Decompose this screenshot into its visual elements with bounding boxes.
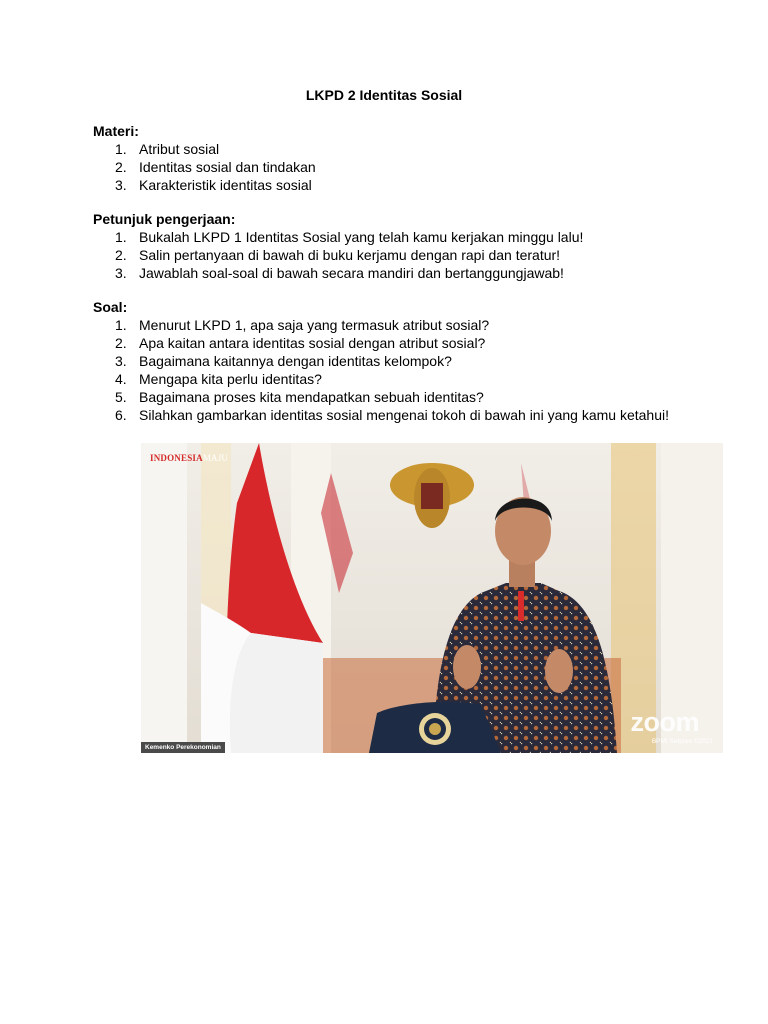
list-item [93,370,693,388]
brand-part2: MAJU [202,453,229,463]
list-number: 1. [115,141,127,157]
zoom-logo: zoom [630,707,699,737]
list-number: 3. [115,353,127,369]
soal-heading: Soal: [93,299,128,315]
list-text: Karakteristik identitas sosial [139,177,312,193]
list-number: 1. [115,229,127,245]
list-text: Salin pertanyaan di bawah di buku kerjamu dengan rapi dan teratur! [139,247,561,263]
list-item [93,388,693,406]
page-title: LKPD 2 Identitas Sosial [305,87,463,103]
list-number: 5. [115,389,127,405]
list-item [93,176,693,194]
list-number: 6. [115,407,127,423]
list-number: 1. [115,317,127,333]
list-item [93,334,693,352]
list-item [93,316,693,334]
source-tag: Kemenko Perekonomian [141,742,225,753]
petunjuk-heading: Petunjuk pengerjaan: [93,211,236,227]
section-petunjuk [93,210,693,282]
list-text: Menurut LKPD 1, apa saja yang termasuk atribut sosial? [139,317,490,333]
list-number: 2. [115,247,127,263]
list-text: Atribut sosial [139,141,220,157]
section-soal [93,298,693,424]
list-item [93,406,693,424]
list-text: Bagaimana proses kita mendapatkan sebuah identitas? [139,389,484,405]
list-text: Bagaimana kaitannya dengan identitas kelompok? [139,353,452,369]
list-text: Apa kaitan antara identitas sosial dengan atribut sosial? [139,335,486,351]
list-item [93,228,693,246]
podium [369,702,501,753]
list-text: Identitas sosial dan tindakan [139,159,316,175]
photo-credit: BPMI Setpres ©2021 [651,738,713,745]
section-materi [93,122,693,194]
list-item [93,246,693,264]
materi-heading: Materi: [93,123,139,139]
list-number: 4. [115,371,127,387]
materi-list [93,140,693,194]
list-number: 3. [115,265,127,281]
list-number: 3. [115,177,127,193]
brand-part1: INDONESIA [150,453,203,463]
speech-photo [141,443,723,753]
petunjuk-list [93,228,693,282]
list-text: Jawablah soal-soal di bawah secara mandiri dan bertanggungjawab! [139,265,564,281]
list-item [93,264,693,282]
list-item [93,158,693,176]
list-item [93,140,693,158]
list-text: Bukalah LKPD 1 Identitas Sosial yang telah kamu kerjakan minggu lalu! [139,229,584,245]
list-number: 2. [115,159,127,175]
list-text: Silahkan gambarkan identitas sosial mengenai tokoh di bawah ini yang kamu ketahui! [139,407,669,423]
list-number: 2. [115,335,127,351]
list-item [93,352,693,370]
indonesia-maju-logo [150,453,228,463]
list-text: Mengapa kita perlu identitas? [139,371,322,387]
soal-list [93,316,693,424]
